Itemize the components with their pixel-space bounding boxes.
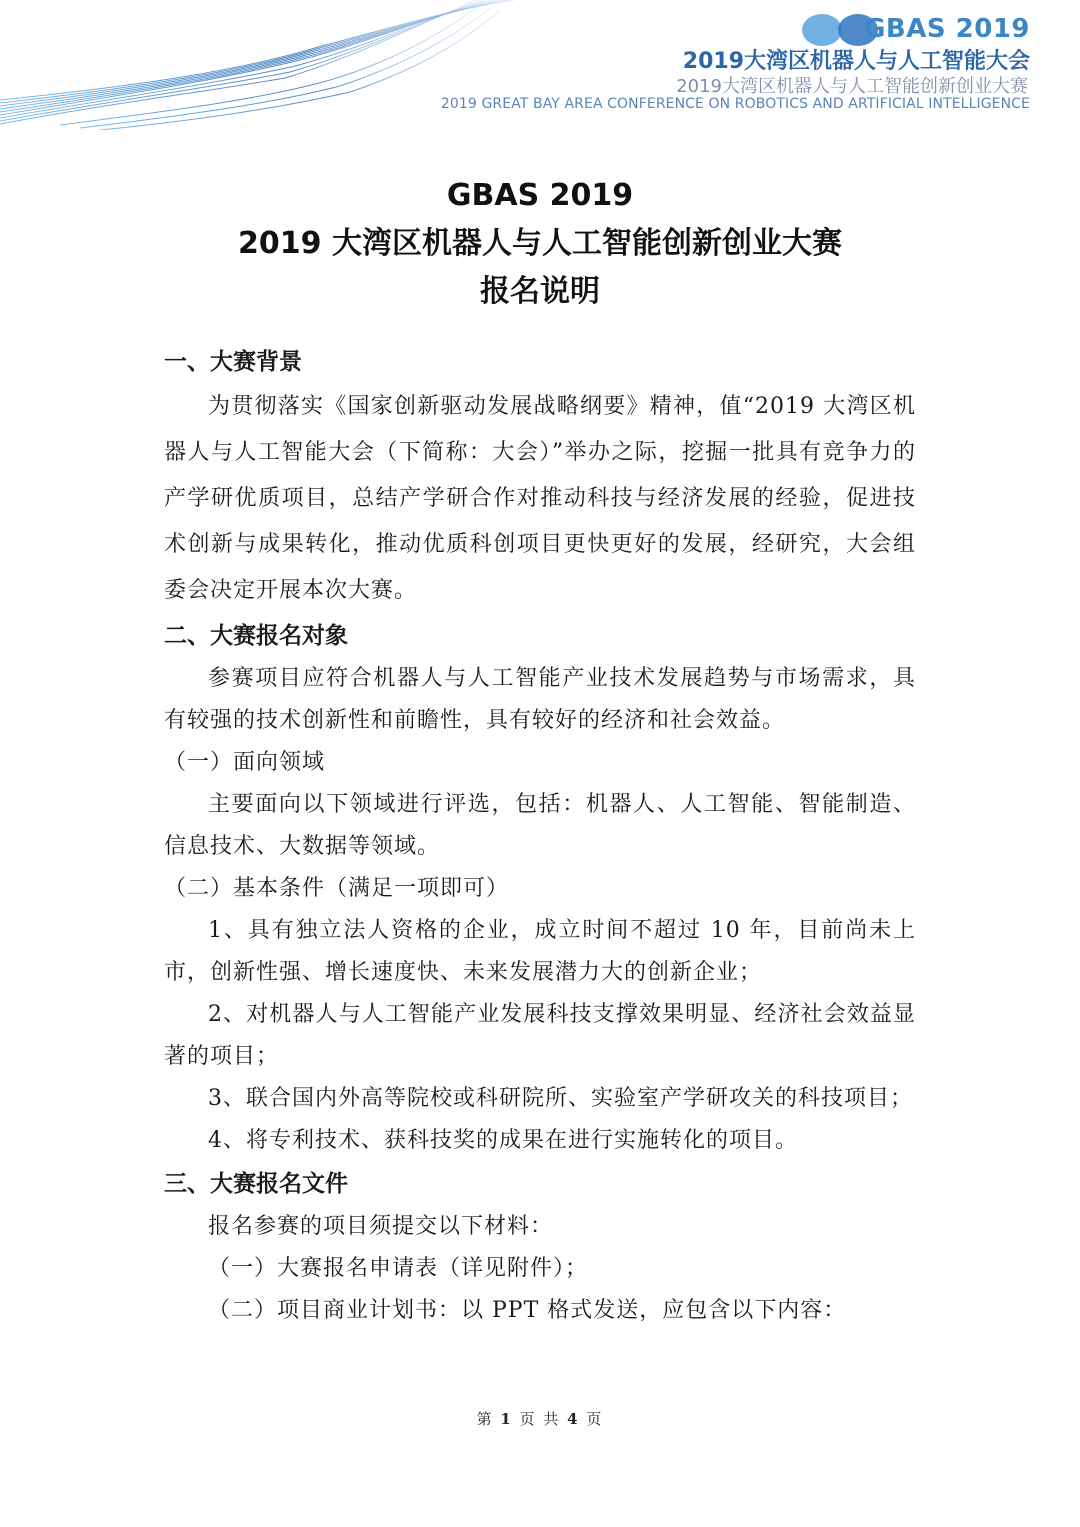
footer-suffix: 页	[586, 1410, 604, 1428]
header-english-name: 2019 GREAT BAY AREA CONFERENCE ON ROBOTICS AND ARTIFICIAL INTELLIGENCE	[440, 96, 1030, 112]
section-paragraph-background: 为贯彻落实《国家创新驱动发展战略纲要》精神，值“2019 大湾区机器人与人工智能大会（下简称：大会）”举办之际，挖掘一批具有竞争力的产学研优质项目，总结产学研合作对推动科技与经济发展的经验，促进技术创新与成果转化，推动优质科创项目更快更好的发展，经研究，大会组委会决定开展本次大赛。	[164, 394, 916, 603]
title-line-1: GBAS 2019	[446, 178, 634, 213]
document-item: （一）大赛报名申请表（详见附件）；	[208, 1256, 589, 1281]
section-paragraph-documents: 报名参赛的项目须提交以下材料：	[208, 1214, 554, 1239]
section-heading-background: 一、大赛背景	[164, 349, 302, 375]
condition-item: 2、对机器人与人工智能产业发展科技支撑效果明显、经济社会效益显著的项目；	[164, 1002, 916, 1069]
header-conference-name: 2019大湾区机器人与人工智能大会	[682, 49, 1030, 74]
brand-name: GBAS 2019	[864, 14, 1030, 44]
title-line-3: 报名说明	[480, 274, 600, 309]
header-competition-name: 2019大湾区机器人与人工智能创新创业大赛	[676, 76, 1028, 97]
condition-item: 3、联合国内外高等院校或科研院所、实验室产学研攻关的科技项目；	[208, 1086, 913, 1111]
page-header	[0, 0, 1080, 130]
subsection-title-conditions: （二）基本条件（满足一项即可）	[164, 876, 510, 901]
document-body	[164, 340, 916, 1332]
subsection-paragraph-fields: 主要面向以下领域进行评选，包括：机器人、人工智能、智能制造、信息技术、大数据等领域。	[164, 792, 916, 859]
section-paragraph-eligibility: 参赛项目应符合机器人与人工智能产业技术发展趋势与市场需求，具有较强的技术创新性和前瞻性，具有较好的经济和社会效益。	[164, 666, 916, 733]
section-heading-eligibility: 二、大赛报名对象	[164, 623, 348, 649]
condition-item: 4、将专利技术、获科技奖的成果在进行实施转化的项目。	[208, 1128, 798, 1153]
document-item: （二）项目商业计划书：以 PPT 格式发送，应包含以下内容：	[208, 1298, 847, 1323]
footer-mid: 页 共	[519, 1410, 561, 1428]
current-page-number: 1	[500, 1410, 513, 1428]
title-line-2: 2019 大湾区机器人与人工智能创新创业大赛	[238, 226, 842, 261]
condition-item: 1、具有独立法人资格的企业，成立时间不超过 10 年，目前尚未上市，创新性强、增长速度快、未来发展潜力大的创新企业；	[164, 918, 916, 985]
subsection-title-fields: （一）面向领域	[164, 750, 326, 775]
section-heading-documents: 三、大赛报名文件	[164, 1171, 348, 1197]
footer-prefix: 第	[476, 1410, 494, 1428]
page-number-footer	[0, 1408, 1080, 1429]
document-title	[0, 172, 1080, 316]
total-page-number: 4	[567, 1410, 580, 1428]
